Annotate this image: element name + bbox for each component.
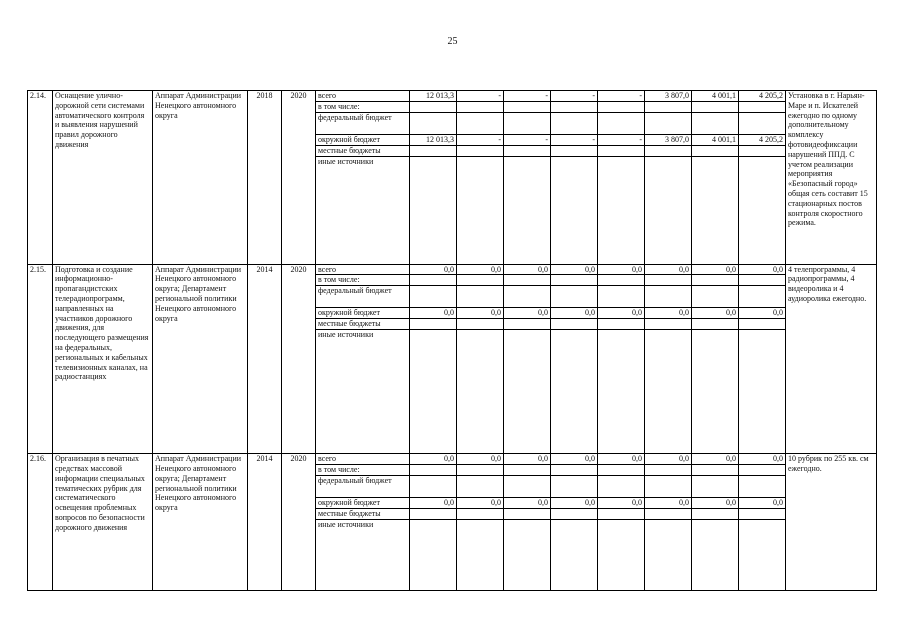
funding-value: [410, 475, 457, 497]
funding-value: 0,0: [598, 497, 645, 508]
funding-value: -: [598, 91, 645, 102]
funding-value: 0,0: [739, 308, 786, 319]
funding-value: 0,0: [504, 264, 551, 275]
funding-value: 0,0: [457, 497, 504, 508]
funding-value: [504, 319, 551, 330]
funding-value: [645, 319, 692, 330]
funding-value: [739, 519, 786, 590]
funding-value: [410, 319, 457, 330]
funding-value: 0,0: [504, 497, 551, 508]
funding-value: [692, 112, 739, 134]
funding-value: -: [504, 91, 551, 102]
funding-source: федеральный бюджет: [316, 112, 410, 134]
funding-value: [598, 475, 645, 497]
funding-source: иные источники: [316, 330, 410, 454]
funding-value: [645, 330, 692, 454]
funding-value: [551, 519, 598, 590]
funding-value: [410, 112, 457, 134]
funding-value: [692, 508, 739, 519]
funding-source: местные бюджеты: [316, 508, 410, 519]
table-body: [28, 91, 877, 591]
funding-value: [739, 156, 786, 264]
funding-value: [410, 508, 457, 519]
funding-value: [457, 508, 504, 519]
funding-value: [739, 464, 786, 475]
page-number: 25: [447, 36, 458, 47]
funding-value: [410, 275, 457, 286]
funding-value: 0,0: [410, 454, 457, 465]
funding-value: [457, 145, 504, 156]
funding-value: 0,0: [410, 308, 457, 319]
table-row: [28, 264, 877, 275]
funding-value: [457, 101, 504, 112]
funding-value: 0,0: [410, 264, 457, 275]
funding-value: [410, 464, 457, 475]
funding-value: [504, 508, 551, 519]
item-name: Подготовка и создание информационно-пропагандистских телерадиопрограмм, направленных на участников дорожного движения, для последующего размещения на федеральных, региональных и кабельных телевизионных каналах, на радиостанциях: [53, 264, 153, 454]
funding-value: [457, 275, 504, 286]
funding-value: [739, 330, 786, 454]
program-table: [27, 90, 877, 591]
funding-value: [551, 156, 598, 264]
item-number: 2.16.: [28, 454, 53, 591]
funding-value: 0,0: [739, 264, 786, 275]
funding-value: [739, 145, 786, 156]
item-name: Организация в печатных средствах массовой информации специальных тематических рубрик для систематического освещения проблемных вопросов по безопасности дорожного движения: [53, 454, 153, 591]
funding-value: 0,0: [598, 308, 645, 319]
funding-value: [457, 330, 504, 454]
funding-value: [551, 319, 598, 330]
funding-value: [645, 519, 692, 590]
funding-value: -: [457, 134, 504, 145]
funding-value: [692, 319, 739, 330]
funding-value: [410, 286, 457, 308]
funding-value: [692, 330, 739, 454]
funding-value: [692, 156, 739, 264]
funding-value: [457, 156, 504, 264]
funding-source: местные бюджеты: [316, 145, 410, 156]
funding-source: в том числе:: [316, 101, 410, 112]
funding-value: [645, 508, 692, 519]
funding-value: 0,0: [645, 308, 692, 319]
funding-value: [692, 286, 739, 308]
funding-value: [739, 319, 786, 330]
funding-value: 4 205,2: [739, 134, 786, 145]
funding-value: 0,0: [551, 308, 598, 319]
funding-value: [692, 101, 739, 112]
item-executor: Аппарат Администрации Ненецкого автономного округа; Департамент региональной политики Ненецкого автономного округа: [153, 454, 248, 591]
funding-value: [504, 145, 551, 156]
funding-value: 0,0: [645, 454, 692, 465]
funding-value: 0,0: [551, 497, 598, 508]
funding-value: [504, 330, 551, 454]
funding-value: [504, 156, 551, 264]
funding-value: -: [504, 134, 551, 145]
funding-source: окружной бюджет: [316, 308, 410, 319]
funding-value: 4 205,2: [739, 91, 786, 102]
funding-value: -: [457, 91, 504, 102]
funding-value: [598, 519, 645, 590]
funding-value: 12 013,3: [410, 134, 457, 145]
funding-value: [598, 112, 645, 134]
funding-value: 0,0: [598, 264, 645, 275]
funding-value: 0,0: [457, 264, 504, 275]
funding-value: [598, 275, 645, 286]
funding-value: [551, 101, 598, 112]
funding-value: [410, 330, 457, 454]
funding-value: 0,0: [692, 308, 739, 319]
funding-value: [645, 286, 692, 308]
funding-source: федеральный бюджет: [316, 286, 410, 308]
funding-value: -: [598, 134, 645, 145]
funding-value: 0,0: [410, 497, 457, 508]
funding-source: окружной бюджет: [316, 134, 410, 145]
funding-source: в том числе:: [316, 275, 410, 286]
funding-value: 0,0: [645, 497, 692, 508]
funding-value: -: [551, 134, 598, 145]
funding-source: всего: [316, 91, 410, 102]
funding-value: [598, 156, 645, 264]
funding-value: [504, 101, 551, 112]
funding-value: 0,0: [739, 497, 786, 508]
funding-source: всего: [316, 264, 410, 275]
item-year-start: 2014: [248, 264, 282, 454]
funding-source: федеральный бюджет: [316, 475, 410, 497]
funding-value: 0,0: [551, 264, 598, 275]
funding-value: [504, 112, 551, 134]
funding-value: 0,0: [645, 264, 692, 275]
funding-value: [692, 145, 739, 156]
item-number: 2.15.: [28, 264, 53, 454]
funding-value: [598, 508, 645, 519]
item-year-start: 2014: [248, 454, 282, 591]
funding-source: местные бюджеты: [316, 319, 410, 330]
funding-value: [645, 464, 692, 475]
item-name: Оснащение улично-дорожной сети системами автоматического контроля и выявления нарушений правил дорожного движения: [53, 91, 153, 265]
funding-value: [645, 156, 692, 264]
funding-value: 3 807,0: [645, 91, 692, 102]
funding-value: [551, 508, 598, 519]
funding-value: [457, 286, 504, 308]
funding-value: [551, 275, 598, 286]
item-number: 2.14.: [28, 91, 53, 265]
funding-value: [504, 464, 551, 475]
funding-value: [551, 475, 598, 497]
funding-value: [551, 145, 598, 156]
item-result: 10 рубрик по 255 кв. см ежегодно.: [786, 454, 877, 591]
funding-value: [692, 475, 739, 497]
funding-value: 0,0: [551, 454, 598, 465]
funding-value: 4 001,1: [692, 134, 739, 145]
funding-source: в том числе:: [316, 464, 410, 475]
funding-value: [739, 112, 786, 134]
item-result: Установка в г. Нарьян-Маре и п. Искателей ежегодно по одному дополнительному комплексу фотовидеофиксации нарушений ППД. С учетом реализации мероприятия «Безопасный город» общая сеть составит 15 стационарных постов контроля скоростного режима.: [786, 91, 877, 265]
table-row: [28, 91, 877, 102]
funding-value: 0,0: [457, 308, 504, 319]
funding-value: [504, 475, 551, 497]
funding-value: [551, 464, 598, 475]
funding-value: 0,0: [457, 454, 504, 465]
funding-value: [692, 519, 739, 590]
funding-value: 0,0: [739, 454, 786, 465]
funding-value: [598, 319, 645, 330]
funding-value: [410, 145, 457, 156]
funding-value: 0,0: [504, 308, 551, 319]
funding-value: [457, 519, 504, 590]
funding-value: [645, 475, 692, 497]
table-row: [28, 454, 877, 465]
funding-value: [457, 319, 504, 330]
funding-value: [457, 475, 504, 497]
funding-value: 0,0: [598, 454, 645, 465]
funding-value: 0,0: [504, 454, 551, 465]
funding-value: 0,0: [692, 454, 739, 465]
funding-value: [739, 475, 786, 497]
funding-value: [504, 275, 551, 286]
funding-value: [551, 112, 598, 134]
funding-value: [410, 519, 457, 590]
funding-value: [645, 275, 692, 286]
funding-value: [645, 112, 692, 134]
funding-value: [692, 275, 739, 286]
item-result: 4 телепрограммы, 4 радиопрограммы, 4 видеоролика и 4 аудиоролика ежегодно.: [786, 264, 877, 454]
funding-value: [598, 464, 645, 475]
funding-source: всего: [316, 454, 410, 465]
funding-value: [598, 330, 645, 454]
funding-value: 4 001,1: [692, 91, 739, 102]
funding-value: [598, 286, 645, 308]
funding-source: окружной бюджет: [316, 497, 410, 508]
item-executor: Аппарат Администрации Ненецкого автономного округа; Департамент региональной политики Ненецкого автономного округа: [153, 264, 248, 454]
funding-value: [739, 275, 786, 286]
funding-value: [739, 101, 786, 112]
funding-value: 12 013,3: [410, 91, 457, 102]
funding-source: иные источники: [316, 519, 410, 590]
funding-value: [739, 286, 786, 308]
funding-value: [692, 464, 739, 475]
funding-value: [739, 508, 786, 519]
funding-value: [598, 101, 645, 112]
funding-value: [410, 156, 457, 264]
funding-value: 3 807,0: [645, 134, 692, 145]
item-executor: Аппарат Администрации Ненецкого автономного округа: [153, 91, 248, 265]
funding-value: -: [551, 91, 598, 102]
item-year-end: 2020: [282, 454, 316, 591]
item-year-end: 2020: [282, 91, 316, 265]
funding-value: [504, 519, 551, 590]
funding-value: [551, 330, 598, 454]
funding-value: 0,0: [692, 264, 739, 275]
item-year-end: 2020: [282, 264, 316, 454]
funding-value: [645, 101, 692, 112]
funding-source: иные источники: [316, 156, 410, 264]
item-year-start: 2018: [248, 91, 282, 265]
funding-value: [645, 145, 692, 156]
funding-value: 0,0: [692, 497, 739, 508]
funding-value: [457, 112, 504, 134]
funding-value: [598, 145, 645, 156]
funding-value: [457, 464, 504, 475]
funding-value: [504, 286, 551, 308]
funding-value: [410, 101, 457, 112]
funding-value: [551, 286, 598, 308]
